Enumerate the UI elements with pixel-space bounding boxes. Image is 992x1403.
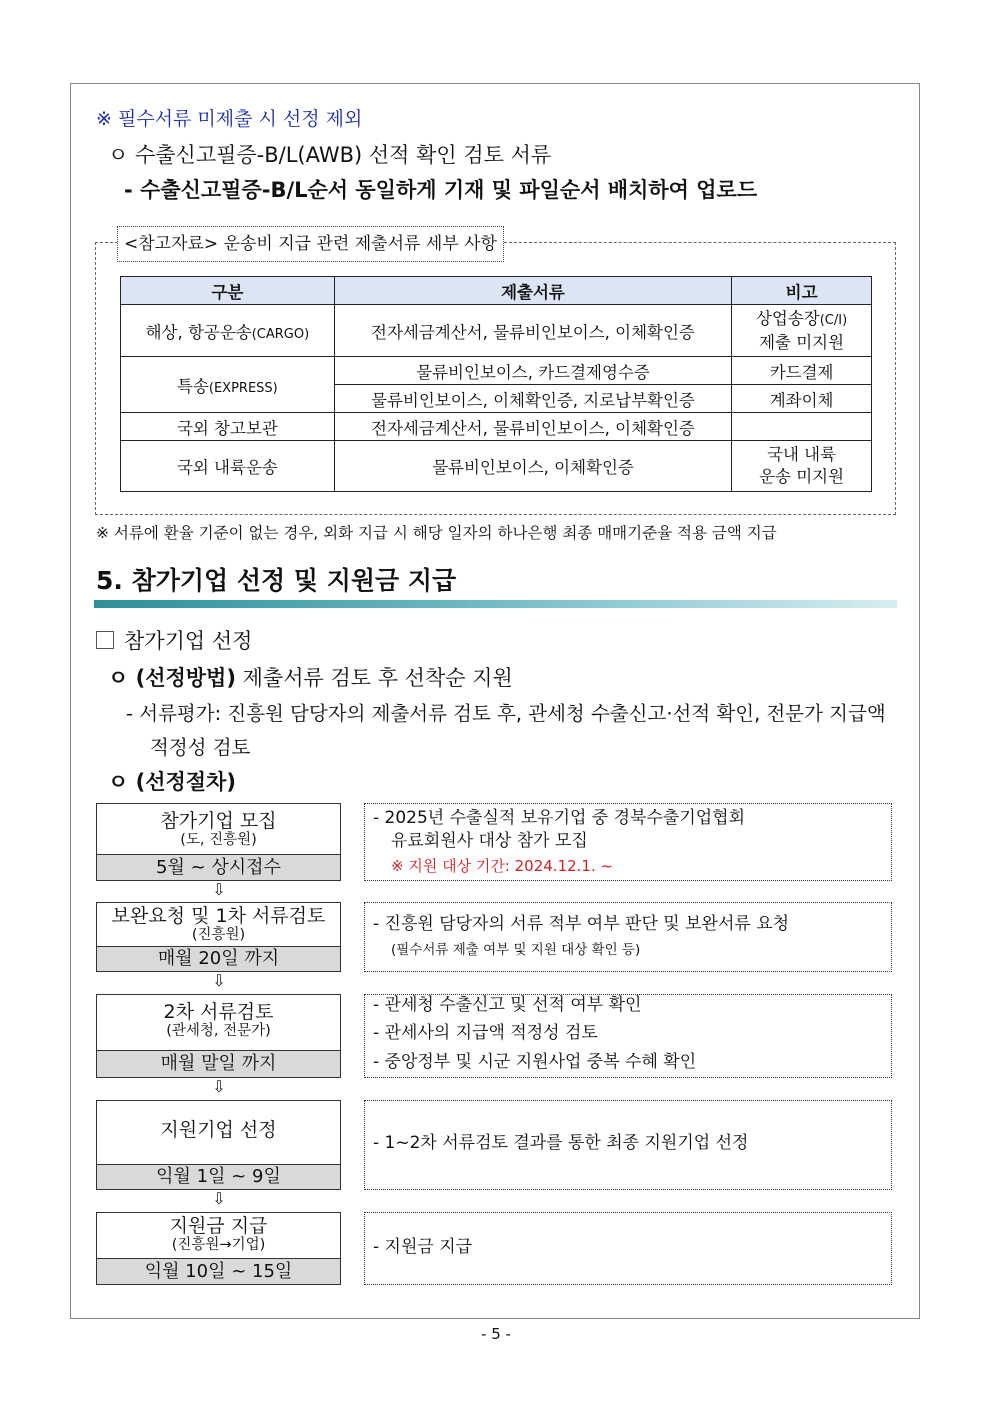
step-title: 지원기업 선정 [160,1119,277,1141]
bl-bullet: ㅇ 수출신고필증-B/L(AWB) 선적 확인 검토 서류 [108,143,552,167]
down-arrow-icon: ⇩ [212,971,226,990]
evaluation-line-1: - 서류평가: 진흥원 담당자의 제출서류 검토 후, 관세청 수출신고·선적 확인, 전문가 지급액 [126,702,886,725]
table-cell: 카드결제 [732,357,872,385]
table-cell: 특송(EXPRESS) [121,357,335,413]
step-period: 매월 20일 까지 [97,946,340,971]
down-arrow-icon: ⇩ [212,880,226,899]
table-cell: 국내 내륙 운송 미지원 [732,441,872,492]
step-desc-second-review [364,994,892,1078]
header-category: 구분 [121,277,335,305]
step-subtitle: (진흥원→기업) [171,1237,266,1253]
step-desc-recruit [364,803,892,881]
table-cell: 상업송장(C/I) 제출 미지원 [732,305,872,357]
desc-line: - 관세청 수출신고 및 선적 여부 확인 [373,995,642,1015]
reference-title: <참고자료> 운송비 지급 관련 제출서류 세부 사항 [117,226,504,262]
table-cell: 물류비인보이스, 이체확인증, 지로납부확인증 [334,385,731,413]
subsection-heading: 참가기업 선정 [96,625,252,655]
reference-table [120,276,872,492]
step-period: 익월 10일 ~ 15일 [97,1258,340,1284]
desc-subnote: (필수서류 제출 여부 및 지원 대상 확인 등) [391,942,641,958]
step-period: 익월 1일 ~ 9일 [97,1164,340,1189]
step-period: 5월 ~ 상시접수 [97,854,340,880]
table-cell: 계좌이체 [732,385,872,413]
desc-line: - 중앙정부 및 시군 지원사업 중복 수혜 확인 [373,1052,697,1072]
table-row [121,441,872,492]
step-subtitle: (관세청, 전문가) [166,1023,271,1039]
step-title: 참가기업 모집 [160,810,277,832]
step-desc-payment [364,1212,892,1285]
step-subtitle: (도, 진흥원) [180,832,257,848]
down-arrow-icon: ⇩ [212,1189,226,1208]
step-box-payment [96,1212,341,1285]
table-cell: 해상, 항공운송(CARGO) [121,305,335,357]
section-divider [94,600,897,608]
step-period: 매월 말일 까지 [97,1050,340,1077]
method-line: ㅇ (선정방법) 제출서류 검토 후 선착순 지원 [108,666,513,690]
table-cell: 국외 창고보관 [121,413,335,441]
page-number: - 5 - [481,1325,511,1343]
desc-line: - 1~2차 서류검토 결과를 통한 최종 지원기업 선정 [373,1133,749,1153]
desc-line: - 2025년 수출실적 보유기업 중 경북수출기업협회 [373,808,746,828]
desc-line: 유료회원사 대상 참가 모집 [391,831,588,851]
step-box-selection [96,1100,341,1190]
step-box-recruit [96,803,341,881]
desc-line: - 관세사의 지급액 적정성 검토 [373,1023,598,1043]
table-row [121,305,872,357]
step-desc-selection [364,1100,892,1190]
desc-line: - 지원금 지급 [373,1237,473,1257]
down-arrow-icon: ⇩ [212,1077,226,1096]
section-title: 5. 참가기업 선정 및 지원금 지급 [96,566,457,595]
desc-line: - 진흥원 담당자의 서류 적부 여부 판단 및 보완서류 요청 [373,914,790,934]
table-cell [732,413,872,441]
table-cell: 전자세금계산서, 물류비인보이스, 이체확인증 [334,413,731,441]
header-note: 비고 [732,277,872,305]
bl-dash-item: - 수출신고필증-B/L순서 동일하게 기재 및 파일순서 배치하여 업로드 [124,178,758,202]
step-title: 2차 서류검토 [163,1001,274,1023]
table-row [121,413,872,441]
table-cell: 물류비인보이스, 카드결제영수증 [334,357,731,385]
procedure-label: ㅇ (선정절차) [108,770,236,794]
checkbox-square-icon [96,631,114,649]
table-cell: 물류비인보이스, 이체확인증 [334,441,731,492]
evaluation-line-2: 적정성 검토 [150,736,251,759]
table-cell: 전자세금계산서, 물류비인보이스, 이체확인증 [334,305,731,357]
table-row [121,357,872,385]
step-title: 지원금 지급 [169,1215,268,1237]
step-desc-first-review [364,902,892,972]
exchange-rate-footnote: ※ 서류에 환율 기준이 없는 경우, 외화 지급 시 해당 일자의 하나은행 최종 매매기준율 적용 금액 지급 [96,524,777,542]
step-subtitle: (진흥원) [191,927,246,943]
table-cell: 국외 내륙운송 [121,441,335,492]
header-docs: 제출서류 [334,277,731,305]
required-docs-note: ※ 필수서류 미제출 시 선정 제외 [96,108,363,130]
step-box-first-review [96,902,341,972]
step-title: 보완요청 및 1차 서류검토 [111,905,326,927]
step-box-second-review [96,994,341,1078]
desc-note: ※ 지원 대상 기간: 2024.12.1. ~ [391,857,614,875]
table-header-row [121,277,872,305]
